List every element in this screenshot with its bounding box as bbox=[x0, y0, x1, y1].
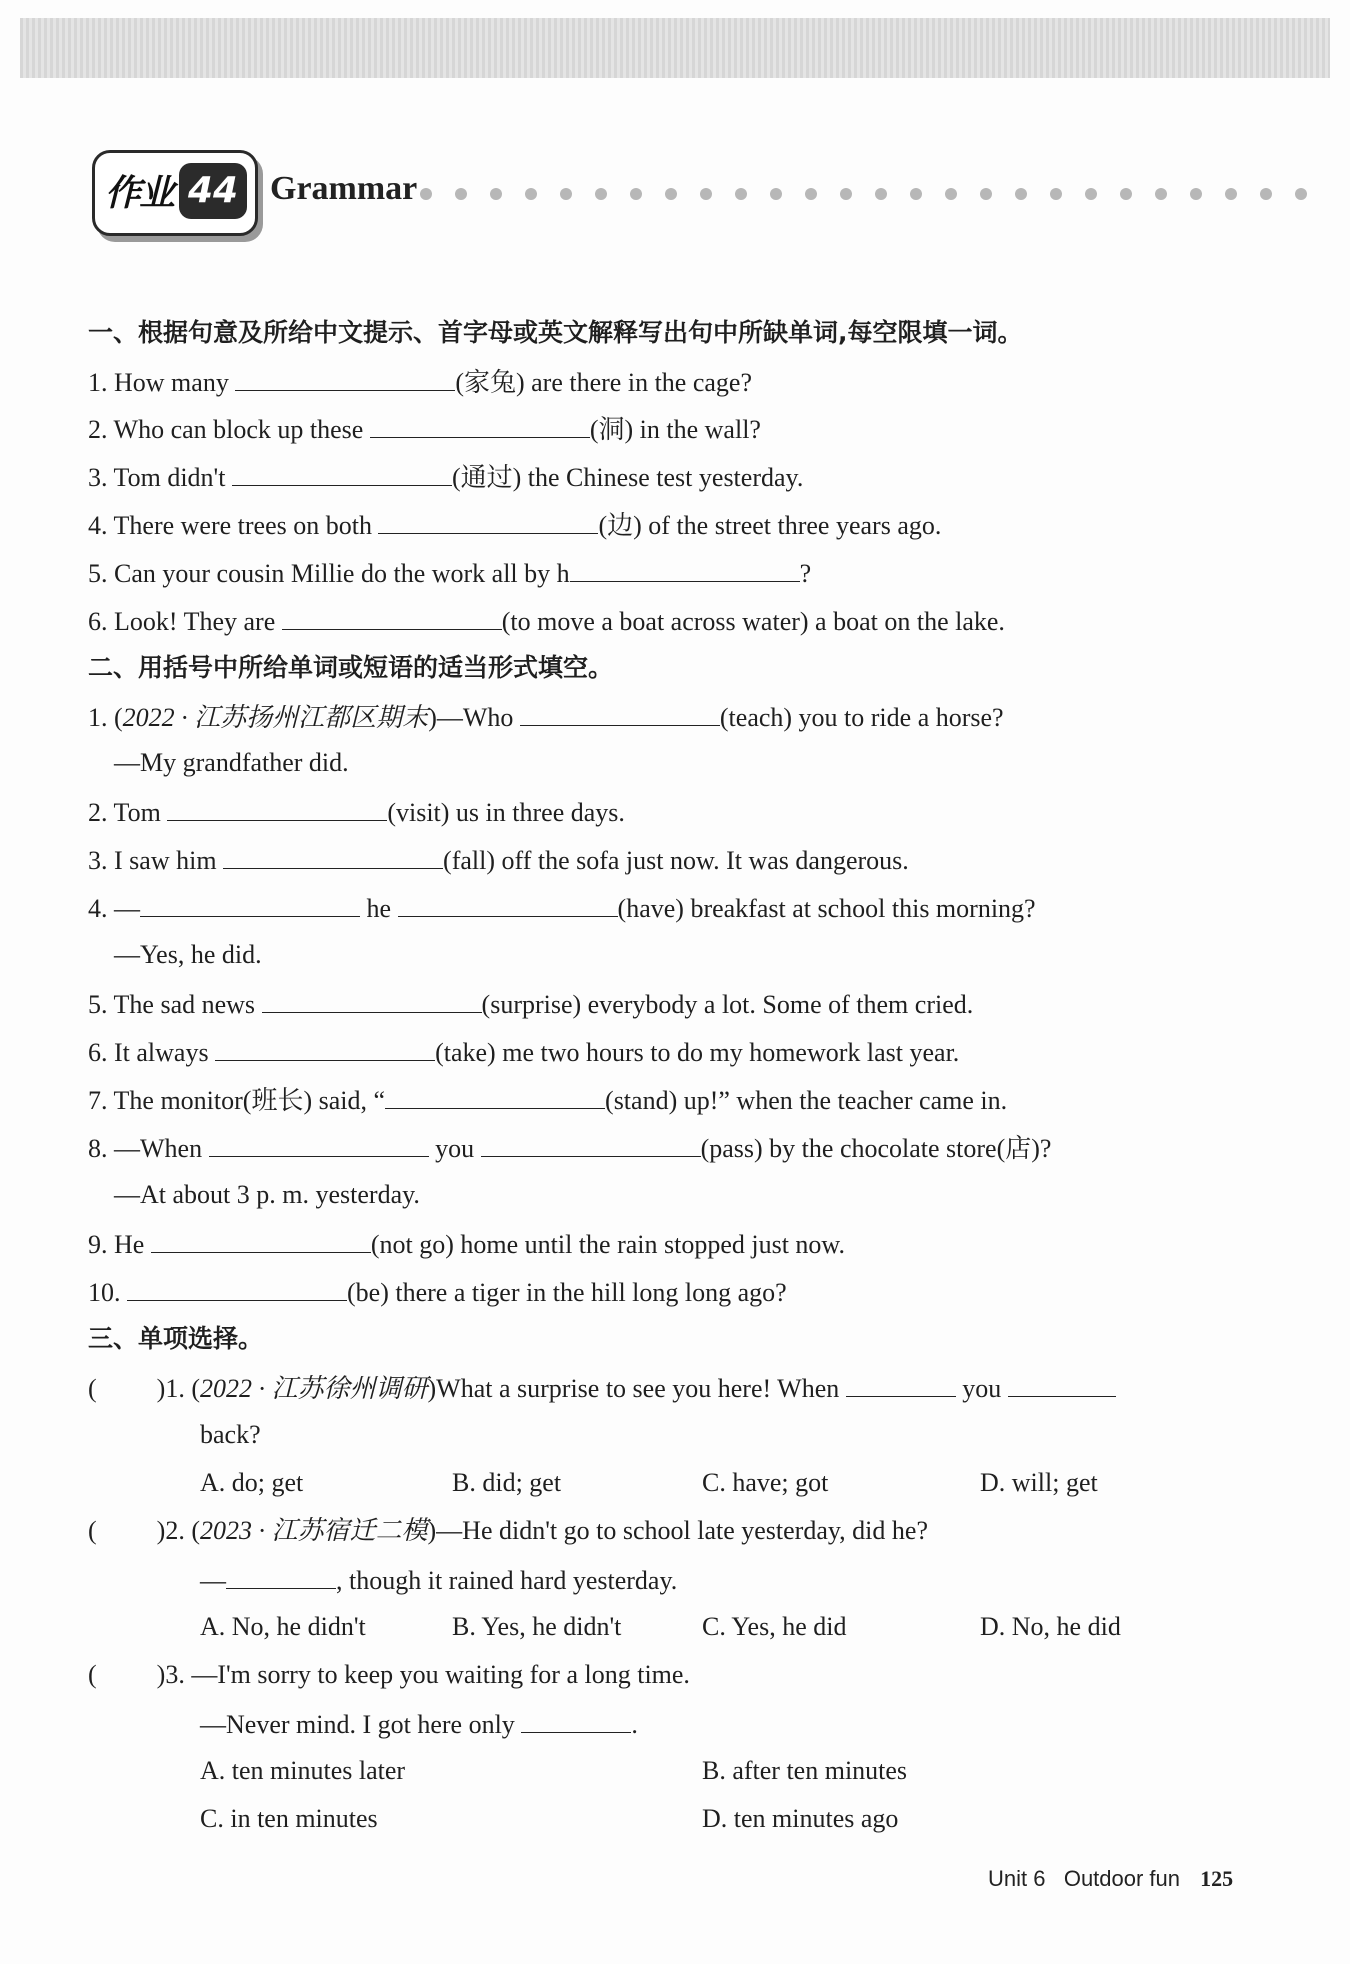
s1-question-5: 5. Can your cousin Millie do the work all by h ? bbox=[88, 555, 811, 591]
badge-label: 作业 bbox=[105, 173, 174, 214]
s2-question-6: 6. It always (take) me two hours to do my homework last year. bbox=[88, 1034, 959, 1070]
s2-question-5: 5. The sad news (surprise) everybody a lot. Some of them cried. bbox=[88, 986, 973, 1022]
section3-title: 三、单项选择。 bbox=[88, 1324, 264, 1353]
s3-q3-option-a[interactable]: A. ten minutes later bbox=[200, 1756, 406, 1785]
s2-question-2: 2. Tom (visit) us in three days. bbox=[88, 794, 625, 830]
s2-reply-1: —My grandfather did. bbox=[114, 748, 349, 777]
s3-q2-option-d[interactable]: D. No, he did bbox=[980, 1612, 1121, 1641]
answer-blank[interactable] bbox=[232, 459, 452, 486]
dotted-rule bbox=[420, 188, 1330, 202]
s1-question-4: 4. There were trees on both (边) of the street three years ago. bbox=[88, 507, 941, 543]
s2-question-10: 10. (be) there a tiger in the hill long long ago? bbox=[88, 1274, 787, 1310]
s3-q2-option-b[interactable]: B. Yes, he didn't bbox=[452, 1612, 622, 1641]
rule-dot bbox=[840, 188, 852, 200]
s3-q1-option-d[interactable]: D. will; get bbox=[980, 1468, 1098, 1497]
footer-topic: Outdoor fun bbox=[1063, 1866, 1181, 1891]
s2-question-4: 4. — he (have) breakfast at school this morning? bbox=[88, 890, 1036, 926]
rule-dot bbox=[1155, 188, 1167, 200]
homework-badge bbox=[92, 150, 258, 236]
answer-blank[interactable] bbox=[1008, 1370, 1116, 1397]
s3-q1-option-c[interactable]: C. have; got bbox=[702, 1468, 829, 1497]
answer-blank[interactable] bbox=[385, 1082, 605, 1109]
s3-q3-option-b[interactable]: B. after ten minutes bbox=[702, 1756, 908, 1785]
answer-blank[interactable] bbox=[140, 890, 360, 917]
rule-dot bbox=[700, 188, 712, 200]
answer-blank[interactable] bbox=[282, 603, 502, 630]
rule-dot bbox=[770, 188, 782, 200]
rule-dot bbox=[420, 188, 432, 200]
answer-blank[interactable] bbox=[370, 411, 590, 438]
answer-blank[interactable] bbox=[223, 842, 443, 869]
s2-question-1: 1. (2022 · 江苏扬州江都区期末)—Who (teach) you to ride a horse? bbox=[88, 699, 1004, 735]
answer-blank[interactable] bbox=[521, 1706, 631, 1733]
s3-question-3: ( )3. —I'm sorry to keep you waiting for a long time. bbox=[88, 1660, 690, 1689]
rule-dot bbox=[490, 188, 502, 200]
rule-dot bbox=[1015, 188, 1027, 200]
answer-blank[interactable] bbox=[378, 507, 598, 534]
answer-blank[interactable] bbox=[262, 986, 482, 1013]
s2-question-9: 9. He (not go) home until the rain stopped just now. bbox=[88, 1226, 845, 1262]
answer-blank[interactable] bbox=[167, 794, 387, 821]
s3-question-1: ( )1. (2022 · 江苏徐州调研)What a surprise to see you here! When you bbox=[88, 1370, 1116, 1406]
footer-unit: Unit 6 bbox=[988, 1866, 1046, 1891]
answer-blank[interactable] bbox=[481, 1130, 701, 1157]
answer-blank[interactable] bbox=[398, 890, 618, 917]
answer-blank[interactable] bbox=[209, 1130, 429, 1157]
page-footer bbox=[988, 1866, 1233, 1892]
s3-question-2: ( )2. (2023 · 江苏宿迁二模)—He didn't go to school late yesterday, did he? bbox=[88, 1516, 928, 1545]
answer-blank[interactable] bbox=[846, 1370, 956, 1397]
rule-dot bbox=[1050, 188, 1062, 200]
answer-blank[interactable] bbox=[570, 555, 800, 582]
page-number: 125 bbox=[1200, 1866, 1234, 1891]
rule-dot bbox=[525, 188, 537, 200]
rule-dot bbox=[910, 188, 922, 200]
top-band bbox=[20, 18, 1330, 78]
rule-dot bbox=[980, 188, 992, 200]
answer-blank[interactable] bbox=[215, 1034, 435, 1061]
s3-question-2-line2: — , though it rained hard yesterday. bbox=[200, 1562, 677, 1598]
s3-q1-option-b[interactable]: B. did; get bbox=[452, 1468, 562, 1497]
rule-dot bbox=[1225, 188, 1237, 200]
s3-question-1-cont: back? bbox=[200, 1420, 261, 1449]
answer-blank[interactable] bbox=[235, 364, 455, 391]
rule-dot bbox=[1295, 188, 1307, 200]
s2-question-3: 3. I saw him (fall) off the sofa just now. It was dangerous. bbox=[88, 842, 909, 878]
section2-title: 二、用括号中所给单词或短语的适当形式填空。 bbox=[88, 653, 614, 682]
rule-dot bbox=[455, 188, 467, 200]
rule-dot bbox=[1085, 188, 1097, 200]
s2-question-7: 7. The monitor(班长) said, “ (stand) up!” when the teacher came in. bbox=[88, 1082, 1007, 1118]
answer-blank[interactable] bbox=[520, 699, 720, 726]
rule-dot bbox=[1260, 188, 1272, 200]
badge-number: 44 bbox=[179, 163, 247, 219]
s3-q3-option-c[interactable]: C. in ten minutes bbox=[200, 1804, 378, 1833]
rule-dot bbox=[1190, 188, 1202, 200]
s3-question-3-line2: —Never mind. I got here only . bbox=[200, 1706, 638, 1742]
s1-question-2: 2. Who can block up these (洞) in the wall? bbox=[88, 411, 761, 447]
rule-dot bbox=[665, 188, 677, 200]
s1-question-1: 1. How many (家兔) are there in the cage? bbox=[88, 364, 752, 400]
s1-question-6: 6. Look! They are (to move a boat across water) a boat on the lake. bbox=[88, 603, 1005, 639]
s2-reply-4: —Yes, he did. bbox=[114, 940, 262, 969]
answer-blank[interactable] bbox=[226, 1562, 336, 1589]
rule-dot bbox=[560, 188, 572, 200]
rule-dot bbox=[595, 188, 607, 200]
answer-blank[interactable] bbox=[151, 1226, 371, 1253]
section-heading: Grammar bbox=[270, 170, 418, 207]
s3-q2-option-c[interactable]: C. Yes, he did bbox=[702, 1612, 847, 1641]
rule-dot bbox=[945, 188, 957, 200]
s1-question-3: 3. Tom didn't (通过) the Chinese test yesterday. bbox=[88, 459, 803, 495]
s2-reply-8: —At about 3 p. m. yesterday. bbox=[114, 1180, 420, 1209]
rule-dot bbox=[630, 188, 642, 200]
rule-dot bbox=[875, 188, 887, 200]
rule-dot bbox=[1120, 188, 1132, 200]
s3-q2-option-a[interactable]: A. No, he didn't bbox=[200, 1612, 366, 1641]
rule-dot bbox=[805, 188, 817, 200]
s3-q3-option-d[interactable]: D. ten minutes ago bbox=[702, 1804, 899, 1833]
section1-title: 一、根据句意及所给中文提示、首字母或英文解释写出句中所缺单词,每空限填一词。 bbox=[88, 318, 1023, 347]
answer-blank[interactable] bbox=[127, 1274, 347, 1301]
rule-dot bbox=[735, 188, 747, 200]
s2-question-8: 8. —When you (pass) by the chocolate store(店)? bbox=[88, 1130, 1051, 1166]
s3-q1-option-a[interactable]: A. do; get bbox=[200, 1468, 304, 1497]
